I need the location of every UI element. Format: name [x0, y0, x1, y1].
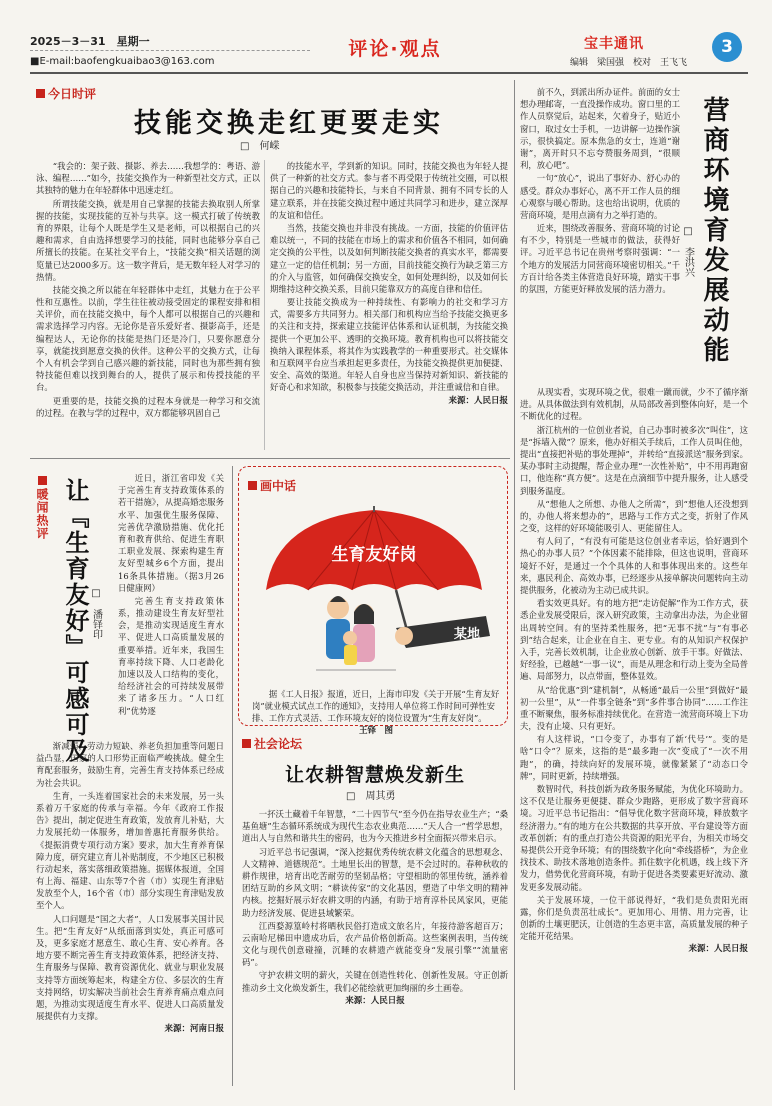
paragraph: 习近平总书记强调，“深入挖掘优秀传统农耕文化蕴含的思想观念、人文精神、道德规范”。土地里长出的智慧，是不会过时的。春种秋收的耕作规律，培育出吃苦耐劳的坚韧品格；守望相助的邻里传统，涵养着团结互助的乡风文明；“耕读传家”的文化基因，塑造了中华文明的精神内核。挖掘好展示好农耕文明的内涵，有助于培育淳朴民风家风，更能助力经济发展、促进县域繁荣。	[242, 846, 508, 918]
paragraph: 人口问题是“国之大者”，人口发展事关国计民生。把“生育友好”从纸面落到实处，真正可感可及，更多家庭才愿意生、敢心生育、安心养育。各地方要不断完善生育支持政策体系，把经济支持、生育服务与保障、教育资源优化、就业与职业发展支持等方面统筹起来，构建全方位、多层次的生育支持网络，切实解决当前社会生育养育痛点难点问题，为推动实现适度生育水平、促进人口高质量发展提供有力支撑。	[36, 913, 224, 1022]
paragraph: 技能交换之所以能在年轻群体中走红，其魅力在于公平性和互惠性。以前，学生往往被动接受固定的课程安排和相关评价，而在技能交换中，每个人都可以根据自己的兴趣和需求选择学习内容。无论你是音乐爱好者、摄影高手，还是编程达人，无论你的技能是热门还是冷门，只要你愿意分享，就能找到愿意交换的伙伴。这种公平的交换方式，让每个人有机会学到自己感兴趣的新技能，同时也为那些拥有独特技能但难以找到舞台的人，提供了展示和传授技能的平台。	[36, 284, 260, 393]
paragraph: 前不久，到派出所办证件。前面的女士想办理邮寄，一直没操作成功。窗口里的工作人员察觉后，站起来，欠着身子，贴近小窗口，取过女士手机，一边讲解一边操作演示，很快搞定。原本焦急的女士，连道“谢谢”，离开时只不忘夸赞服务周到，“很顺利，放心吧”。	[520, 87, 680, 171]
article4-body	[520, 386, 748, 1086]
caption-text: 据《工人日报》报道，近日，上海市印发《关于开展“生育友好岗”就业模式试点工作的通知》，支持用人单位将工作时间可弹性安排、工作方式灵活、工作环境友好的岗位设置为“生育友好岗”。	[252, 689, 500, 724]
page-number: 3	[712, 32, 742, 62]
article1-tag: 今日时评	[36, 86, 96, 103]
article3-title: 让农耕智慧焕发新生	[284, 764, 465, 786]
paragraph: 完善生育支持政策体系，推动建设生育友好型社会，是推动实现适度生育水平、促进人口高质量发展的重要举措。近年来，我国生育率持续下降、人口老龄化加速以及人口结构的变化，给经济社会的可持续发展带来了诸多压力。“人口红利”优势逐	[118, 595, 224, 716]
paragraph: 近来，围绕改善服务、营商环境的讨论有不少，特别是一些城市的做法，获得好评。习近平总书记在贵州考察时强调：“一个地方的发展活力同营商环境密切相关。”千方百计给各类主体营造良好环境，踏实干事的氛围，方能更好释放发展的活力潜力。	[520, 223, 680, 294]
article3-author: □ 周其勇	[346, 791, 396, 802]
article2-body	[36, 740, 224, 1086]
paragraph: 从现实看，实现环境之优，很难一蹴而就，少不了循序渐进。从具体做法到有效机制，从局部改善到整体向好，是一个不断优化的过程。	[520, 387, 748, 422]
paragraph: 要让技能交换成为一种持续性、有影响力的社交和学习方式，需要多方共同努力。相关部门和机构应当给予技能交换更多的关注和支持，探索建立技能评估体系和认证机制，为技能交换提供一个更加公平、透明的交换环境。教育机构也可以将技能交换纳入课程体系，将其作为实践教学的一种重要形式。社交媒体和互联网平台应当承担起更多责任，为技能交换提供更加便捷、安全、高效的渠道。年轻人自身也应当保持对新知识、新技能的好奇心和求知欲，积极参与技能交换活动，并注重诚信和自律。	[270, 297, 508, 393]
paragraph: 守护农耕文明的薪火，关键在创造性转化、创新性发展。守正创新推动乡土文化焕发新生，我们必能绘就更加绚丽的乡土画卷。	[242, 970, 508, 993]
masthead	[30, 30, 748, 70]
article2-tag: 暖闻热评	[36, 476, 50, 540]
article1-column-1	[36, 160, 260, 454]
paragraph: 看实效更具好。有的地方把“走访促解”作为工作方式，获悉企业发展受限后，深入研究政策，主动拿出办法，为企业留出周转空间。有的坚持柔性服务，把“无事不扰”与“有事必到”结合起来，让企业在自主、更专业。有的从知识产权保护入手，完善长效机制，让企业放心创新、放手干事。好做法、好经验，已越越“一事一议”，而是从理念和行动上变为全局普遍、局部努力，以点带面，整体显效。	[520, 598, 748, 682]
paragraph: 生育，一头连着国家社会的未来发展，另一头系着万千家庭的传承与幸福。今年《政府工作报告》提出，制定促进生育政策，发放育儿补贴，大力发展托幼一体服务，增加普惠托育服务供给。《提振消费专项行动方案》要求，加大生育养育保障力度，研究建立育儿补贴制度，不少地区已积极行动起来，落实落细政策措施。据媒体报道，全国有上海、福建、山东等7个省（市）实现生育津贴发放至个人，16个省（市）部分实现生育津贴发放至个人。	[36, 790, 224, 911]
section-title: 评论·观点	[348, 38, 442, 60]
article4-title: 营商环境育发展动能	[699, 96, 729, 366]
article1-author: □ 何嵘	[240, 141, 280, 152]
column-divider	[514, 80, 515, 1090]
article4-lead	[520, 86, 680, 386]
paragraph: 的技能水平，学到新的知识。同时，技能交换也为年轻人提供了一种新的社交方式。参与者不再受限于传统社交圈，可以根据自己的兴趣和技能特长，与来自不同背景、拥有不同专长的人建立联系，并在技能交换过程中通过共同学习和进步，建立深厚的友谊和信任。	[270, 161, 508, 220]
masthead-rule	[30, 72, 748, 74]
article2-title: 让『生育友好』可感可及	[61, 478, 89, 764]
cartoon-illustration	[246, 498, 500, 686]
article1-source: 来源：人民日报	[448, 395, 508, 406]
paragraph: 更重要的是，技能交换的过程本身就是一种学习和交流的过程。在教与学的过程中，双方都能够巩固自己	[36, 395, 260, 418]
article3-body	[242, 808, 508, 1088]
paragraph: 数智时代，科技创新为政务服务赋能，为优化环境助力。这不仅是让服务更便捷、群众少跑路，更形成了数字营商环境。习近平总书记指出：“倡导优化数字营商环境，释放数字经济潜力。”有的地方在公共数据的共享开放、平台建设等方面改革创新；有的重点打造公共资源的阳光平台，为相关市场交易提供公开竞争环境；有的围绕数字化向“牵线搭桥”，为企业找技术、助技术落地创造条件。抓住数字化机遇，线上线下齐发力，借势优化营商环境，有助于促进各类要素更好流动、激发更多发展动能。	[520, 784, 748, 892]
paragraph: 近日，浙江省印发《关于完善生育支持政策体系的若干措施》，从提高婚恋服务水平、加强优生服务保障、完善优孕激励措施、优化托育和教育供给、促进生育职工职业发展、探索构建生育友好型城乡6个方面，提出16条具体措施。（据3月26日健康网）	[118, 473, 224, 593]
umbrella-text: 生育友好岗	[331, 545, 417, 565]
masthead-divider	[30, 50, 310, 51]
arm-label: 某地	[454, 627, 481, 642]
paragraph: 浙江杭州的一位创业者说，自己办事时被多次“叫住”，这是“拆墙入微”？原来，他办好相关手续后，工作人员叫住他，提出“直接把补贴的事处理掉”，并转给“直接派送”服务到家。某办事时主动提醒，帮企业办理“一次性补贴”，中不用再跑窗口，他连称“真方便”。这是在点滴细节中提升服务，让人感受到服务温度。	[520, 424, 748, 496]
paragraph: 江西婺源篁岭村将晒秋民俗打造成文旅名片，年接待游客超百万；云南哈尼梯田申遗成功后，农产品价格创新高。这些案例表明，当传统文化与现代创意碰撞，沉睡的农耕遗产就能变身“发展引擎”“流量密码”。	[242, 920, 508, 968]
article4-author: □ 李洪兴	[682, 226, 694, 277]
email-line: ■E-mail:baofengkuaibao3@163.com	[30, 56, 215, 67]
column-divider	[264, 160, 265, 450]
article1-title: 技能交换走红更要走实	[134, 108, 444, 139]
child-figure	[343, 631, 357, 645]
paragraph: 从“给优惠”到“建机制”，从畅通“最后一公里”到做好“最初一公里”，从“一件事全链条”到“多件事合协同”……工作注重不断聚焦，服务标准持续优化。在营造一流营商环境上下功夫，没有止境、只有更好。	[520, 684, 748, 732]
paragraph: 关于发展环境，一位干部说得好，“我们是负责阳光雨露，你们是负责茁壮成长”。更加用心、用情、用力完善，让创新的土壤更肥沃，让创造的生态更丰富，高质量发展的种子定能开花结果。	[520, 894, 748, 942]
article3-source: 来源：人民日报	[345, 995, 405, 1006]
cartoon-tag: 画中话	[248, 478, 296, 495]
paragraph: 从“想他人之所想、办他人之所需”，到“想他人还没想到的，办他人将来想办的”，思路与工作方式之变，折射了作风之变，这样的好环境能吸引人、更能留住人。	[520, 498, 748, 534]
issue-date: 2025－3－31 星期一	[30, 35, 150, 48]
paragraph: 所谓技能交换，就是用自己掌握的技能去换取别人所掌握的技能，实现技能的互补与共享。这一模式打破了传统教育的界限，让每个人既是学生又是老师，可以根据自己的兴趣和需求，自由选择想要学习的技能，同时也能够分享自己所擅长的技能。在某社交平台上，“技能交换”相关话题的浏览量已达2000多万。这一数字背后，是无数年轻人对学习的热情。	[36, 198, 260, 282]
paragraph: “我会的：架子鼓、摄影、养去……我想学的：粤语、游泳、编程……”如今，技能交换作为一种新型社交方式，正以其独特的魅力在年轻群体中迅速走红。	[36, 161, 260, 196]
paragraph: 渐减弱，劳动力短缺、养老负担加重等问题日益凸显，国家的人口形势正面临严峻挑战。健全生育配套服务，鼓励生育，完善生育支持体系已经成为社会共识。	[36, 741, 224, 788]
article3-tag: 社会论坛	[242, 736, 302, 753]
paragraph: 有人这样说，“口令变了，办事有了新‘代号’”。变的是啥“口令”？原来，这指的是“最多跑一次”变成了“一次不用跑”，的确，持续向好的发展环境，就像紧紧了“动态口令牌”，同时更新，持续增强。	[520, 734, 748, 781]
article2-source: 来源：河南日报	[164, 1024, 224, 1035]
cartoon-caption	[252, 688, 500, 737]
editor-credits: 编辑 梁国强 校对 王飞飞	[570, 58, 688, 68]
article2-lead	[118, 472, 224, 740]
article1-column-2	[270, 160, 508, 454]
paragraph: 当然，技能交换也并非没有挑战。一方面，技能的价值评估难以统一，不同的技能在市场上的需求和价值各不相同，如何确定交换的公平性，以及如何判断技能交换者的真实水平，都需要建立一定的信任机制；另一方面，目前技能交换行为缺乏第三方的介入与监管，如何确保交换安全，如何处理纠纷，以及如何长期维持这种交换关系，目前只能靠双方的高度自律和信任。	[270, 222, 508, 294]
article4-source: 来源：人民日报	[688, 944, 748, 955]
paragraph: 一抔沃土藏着千年智慧，“二十四节气”至今仍在指导农业生产；“桑基鱼塘”生态循环系统成为现代生态农业典范……“天人合一”哲学思想，道出人与自然和谐共生的密码，也为今天推进乡村全面振兴带来启示。	[242, 809, 508, 844]
tag-square-icon	[38, 476, 47, 485]
paragraph: 有人问了，“有没有可能是这位创业者幸运，恰好遇到个热心的办事人员？”个体因素不能排除，但这也说明，营商环境好不好，是通过一个个具体的人和事体现出来的。这些年来，惠民利企、高效办事，已经逐步从接单解决问题转向主动提供服务，化被动为主动已成共识。	[520, 536, 748, 595]
article2-author: □ 潘铎印	[90, 588, 102, 639]
cartoon-credit: 王铎 图	[358, 725, 393, 736]
brand-logo: 宝丰通讯	[584, 36, 644, 52]
column-divider	[232, 466, 233, 1086]
section-divider	[30, 458, 510, 459]
paragraph: 一句“放心”，说出了事好办、舒心办的感受。群众办事好心，离不开工作人员的细心观察与暖心帮助。这也给出说明，优质的营商环境，是用点滴有力之举打造的。	[520, 173, 680, 220]
